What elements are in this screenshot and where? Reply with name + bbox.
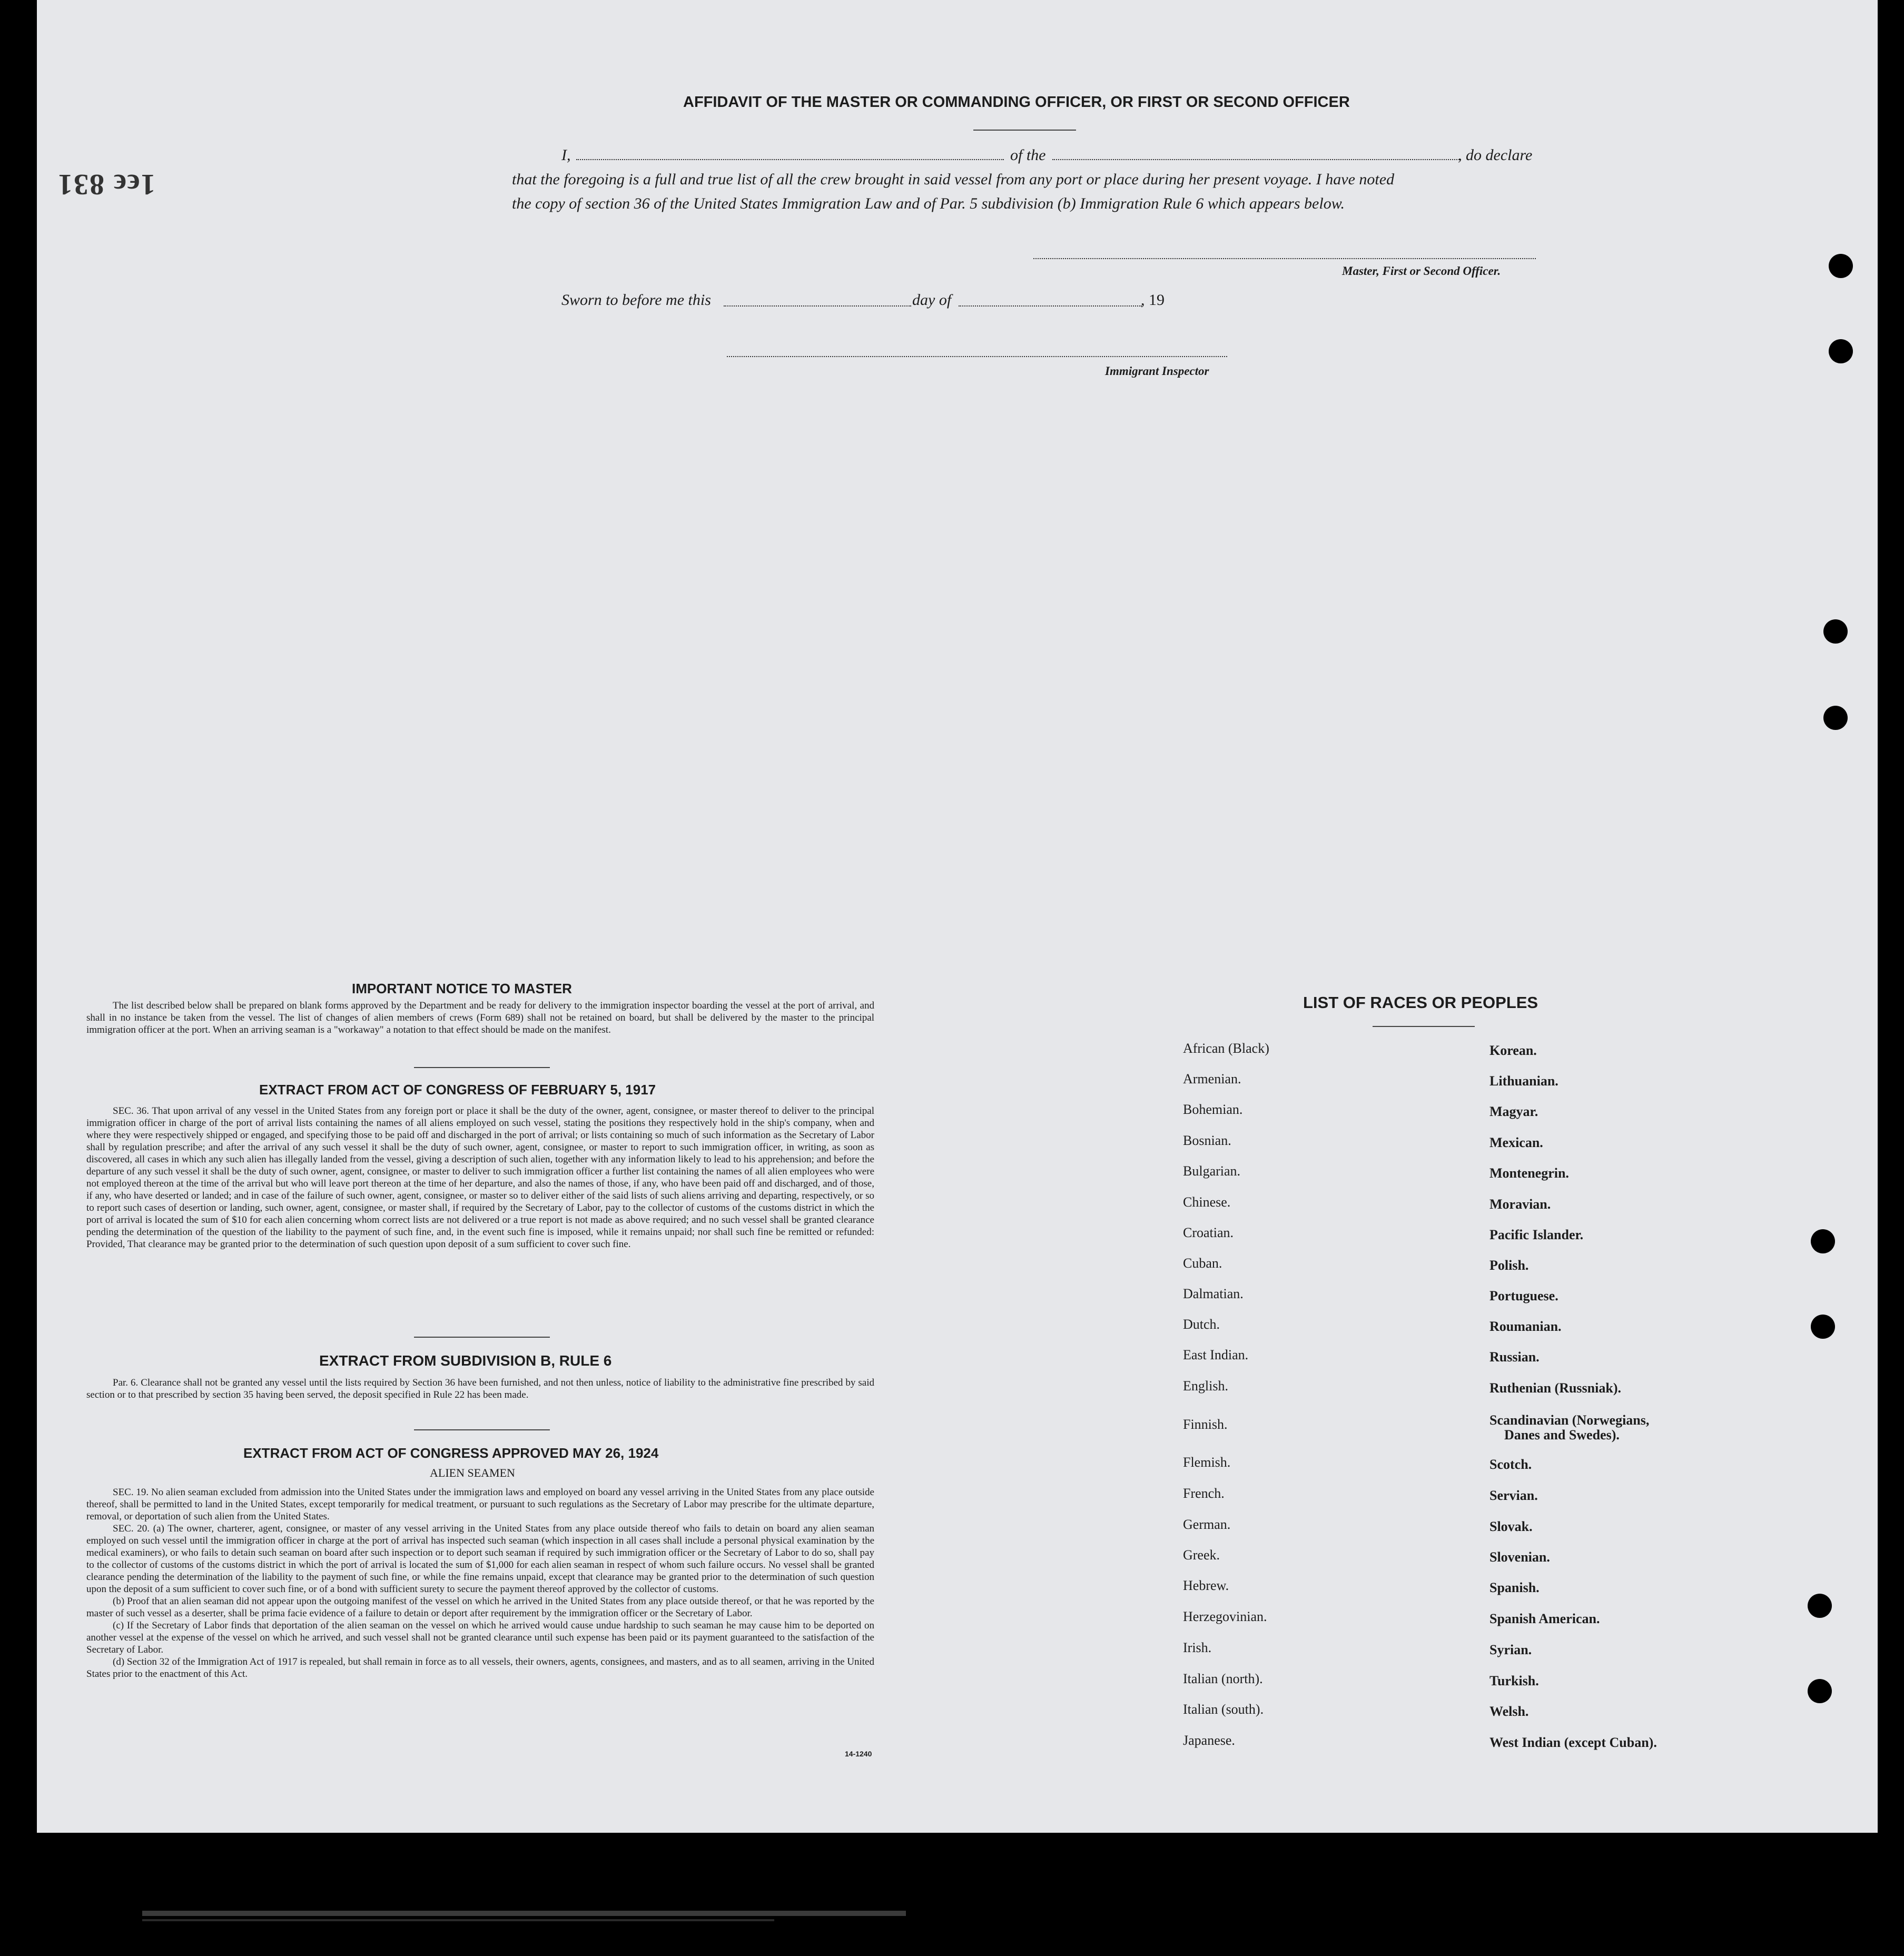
race-left-item: Hebrew. — [1183, 1578, 1229, 1593]
race-right-item: Spanish. — [1489, 1580, 1540, 1595]
race-right-item: West Indian (except Cuban). — [1489, 1735, 1657, 1750]
sec-20b-text: (b) Proof that an alien seaman did not appear upon the outgoing manifest of the vessel on which he arrived in the United States from any place outside thereof, or that he was reported by the master of such vessel as a deserter, shall be prima facie evidence of a failure to detain or deport after requirement by the immigration officer or the Secretary of Labor. — [86, 1596, 874, 1619]
film-edge-stripe — [142, 1911, 906, 1916]
race-right-item: Pacific Islander. — [1489, 1227, 1584, 1242]
declarant-label: I, — [561, 146, 571, 164]
sec-20c-text: (c) If the Secretary of Labor finds that deportation of the alien seaman on the vessel on which he arrived would cause undue hardship to such seaman he may cause him to be deported on another vessel at the expense of the vessel on which he arrived, and such vessel shall not be granted clearance until such expense has been paid or its payment guaranteed to the satisfaction of the Secretary of Labor. — [86, 1620, 874, 1655]
par-6-text: Par. 6. Clearance shall not be granted any vessel until the lists required by Section 36 have been furnished, and not then unless, notice of liability to the administrative fine prescribed by said section or to that prescribed by section 35 having been served, the deposit specified in Rule 22 has been made. — [86, 1377, 874, 1400]
sworn-day-field[interactable] — [724, 305, 911, 307]
day-of-label: day of — [912, 291, 952, 309]
punch-hole — [1823, 619, 1848, 644]
alien-seamen-subtitle: ALIEN SEAMEN — [430, 1466, 515, 1479]
race-right-item: Polish. — [1489, 1258, 1529, 1273]
sworn-label: Sworn to before me this — [561, 291, 711, 309]
notice-title: IMPORTANT NOTICE TO MASTER — [352, 981, 572, 996]
rule6-title: EXTRACT FROM SUBDIVISION B, RULE 6 — [319, 1352, 612, 1369]
race-right-item: Korean. — [1489, 1043, 1537, 1058]
race-left-item: Chinese. — [1183, 1194, 1231, 1210]
race-right-item: Servian. — [1489, 1488, 1538, 1503]
race-left-item: Dutch. — [1183, 1317, 1220, 1332]
extract-1917-title: EXTRACT FROM ACT OF CONGRESS OF FEBRUARY 5, 1917 — [259, 1082, 656, 1098]
race-left-item: Armenian. — [1183, 1071, 1241, 1086]
race-right-item: Slovak. — [1489, 1519, 1533, 1534]
sworn-month-field[interactable] — [959, 305, 1142, 307]
sec-19-text: SEC. 19. No alien seaman excluded from admission into the United States under the immigration laws and employed on board any vessel arriving in the United States from any place outside thereof, shall be permitted to land in the United States, except temporarily for medical treatment, or pursuant to such regulations as the Secretary of Labor may prescribe for the ultimate departure, removal, or deportation of such alien from the United States. — [86, 1487, 874, 1522]
punch-hole — [1808, 1679, 1832, 1703]
race-right-item: Russian. — [1489, 1349, 1540, 1365]
do-declare-label: , do declare — [1458, 146, 1533, 164]
race-right-item: Magyar. — [1489, 1104, 1538, 1119]
race-right-item: Mexican. — [1489, 1135, 1543, 1150]
punch-hole — [1829, 339, 1853, 363]
punch-hole — [1811, 1229, 1835, 1253]
race-left-item: Italian (south). — [1183, 1702, 1264, 1717]
race-right-item: Ruthenian (Russniak). — [1489, 1380, 1621, 1396]
race-left-item: Greek. — [1183, 1547, 1220, 1563]
extract-1924-title: EXTRACT FROM ACT OF CONGRESS APPROVED MAY 26, 1924 — [243, 1445, 659, 1461]
race-left-item: Herzegovinian. — [1183, 1609, 1267, 1624]
inspector-signature-field[interactable] — [727, 356, 1227, 357]
race-right-item: Syrian. — [1489, 1642, 1532, 1657]
vessel-of-label: of the — [1010, 146, 1046, 164]
race-right-item: Montenegrin. — [1489, 1165, 1569, 1181]
race-left-item: Bosnian. — [1183, 1133, 1231, 1148]
sec-20a-text: SEC. 20. (a) The owner, charterer, agent, consignee, or master of any vessel arriving in the United States from any place outside thereof who fails to detain on board any alien seaman employed on such vessel until the immigration officer in charge at the port of arrival has inspected such seaman (which inspection in all cases shall include a personal physical examination by the medical examiners), or who fails to detain such seaman on board after such inspection or to deport such seaman if required by such immigration officer or the Secretary of Labor to do so, shall pay to the collector of customs of the customs district in which the port of arrival is located the sum of $1,000 for each alien seaman in respect of whom such failure occurs. No vessel shall be granted clearance pending the determination of the liability to the payment of such fine, or while the fine remains unpaid, except that clearance may be granted prior to the determination of such question upon the deposit of a sum sufficient to cover such fine, or of a bond with sufficient surety to secure the payment thereof approved by the collector of customs. — [86, 1523, 874, 1595]
race-left-item: Irish. — [1183, 1640, 1212, 1655]
race-left-item: Bulgarian. — [1183, 1163, 1241, 1179]
race-right-item: Moravian. — [1489, 1197, 1551, 1212]
race-left-item: English. — [1183, 1378, 1228, 1394]
races-title: LIST OF RACES OR PEOPLES — [1303, 993, 1538, 1012]
vessel-name-field[interactable] — [1052, 159, 1461, 160]
race-left-item: Bohemian. — [1183, 1102, 1243, 1117]
race-right-item: Roumanian. — [1489, 1319, 1562, 1334]
extract-1917-body — [86, 1105, 874, 1250]
race-left-item: Croatian. — [1183, 1225, 1234, 1240]
notice-divider — [414, 1067, 550, 1068]
film-edge-stripe — [142, 1919, 774, 1921]
inspector-caption: Immigrant Inspector — [1105, 364, 1209, 378]
race-left-item: German. — [1183, 1517, 1231, 1532]
race-right-item: Turkish. — [1489, 1673, 1539, 1688]
race-left-item: Cuban. — [1183, 1256, 1222, 1271]
declaration-line-2: that the foregoing is a full and true list of all the crew brought in said vessel from any port or place during her present voyage. I have noted — [512, 171, 1395, 188]
punch-hole — [1811, 1315, 1835, 1339]
officer-signature-caption: Master, First or Second Officer. — [1342, 264, 1501, 278]
race-right-item: Danes and Swedes). — [1504, 1427, 1620, 1443]
race-left-item: African (Black) — [1183, 1041, 1269, 1056]
race-right-item: Lithuanian. — [1489, 1073, 1558, 1089]
extract-1924-body — [86, 1486, 874, 1680]
race-left-item: Flemish. — [1183, 1455, 1231, 1470]
declaration-line-3: the copy of section 36 of the United States Immigration Law and of Par. 5 subdivision (b) Immigration Rule 6 which appears below. — [512, 195, 1345, 212]
punch-hole — [1823, 706, 1848, 730]
race-right-item: Slovenian. — [1489, 1549, 1550, 1565]
year-label: , 19 — [1141, 291, 1165, 309]
race-right-item: Spanish American. — [1489, 1611, 1600, 1626]
punch-hole — [1829, 254, 1853, 278]
rule6-divider — [414, 1429, 550, 1430]
race-left-item: Japanese. — [1183, 1733, 1235, 1748]
race-left-item: French. — [1183, 1486, 1225, 1501]
notice-text: The list described below shall be prepared on blank forms approved by the Department and be ready for delivery to the immigration inspector boarding the vessel at the port of arrival, and shall in no instance be taken from the vessel. The list of changes of alien members of crews (Form 689) shall not be retained on board, but shall be delivered by the master to the principal immigration officer at the port. When an arriving seaman is a "workaway" a notation to that effect should be made on the manifest. — [86, 1000, 874, 1035]
race-right-item: Scotch. — [1489, 1457, 1532, 1472]
rule6-body — [86, 1377, 874, 1401]
notice-body — [86, 1000, 874, 1036]
race-left-item: East Indian. — [1183, 1347, 1249, 1362]
affidavit-title: AFFIDAVIT OF THE MASTER OR COMMANDING OFFICER, OR FIRST OR SECOND OFFICER — [683, 94, 1350, 111]
races-divider — [1373, 1026, 1475, 1027]
punch-hole — [1808, 1594, 1832, 1618]
race-right-item: Welsh. — [1489, 1704, 1529, 1719]
declarant-name-field[interactable] — [576, 159, 1004, 160]
race-left-item: Finnish. — [1183, 1417, 1228, 1432]
race-right-item: Portuguese. — [1489, 1288, 1558, 1303]
officer-signature-field[interactable] — [1033, 258, 1536, 259]
race-right-item: Scandinavian (Norwegians, — [1489, 1412, 1650, 1428]
form-number: 14-1240 — [845, 1750, 872, 1758]
extract-1917-divider — [414, 1337, 550, 1338]
sec-20d-text: (d) Section 32 of the Immigration Act of 1917 is repealed, but shall remain in force as to all vessels, their owners, agents, consignees, and masters, and as to all seamen, arriving in the United States prior to the enactment of this Act. — [86, 1656, 874, 1680]
race-left-item: Italian (north). — [1183, 1671, 1263, 1686]
sec-36-text: SEC. 36. That upon arrival of any vessel in the United States from any foreign port or place it shall be the duty of the owner, agent, consignee, or master thereof to deliver to the principal immigration officer in charge of the port of arrival lists containing the names of all aliens employed on such vessel, stating the positions they respectively hold in the ship's company, when and where they were respectively shipped or engaged, and specifying those to be paid off and discharged in the port of arrival; or lists containing so much of such information as the Secretary of Labor shall by regulation prescribe; and after the arrival of any such vessel it shall be the duty of such owner, agent, consignee, or master to report to such immigration officer, in writing, as soon as discovered, all cases in which any such alien has illegally landed from the vessel, giving a description of such alien, together with any information likely to lead to his apprehension; and before the departure of any such vessel it shall be the duty of such owner, agent, consignee, or master to deliver to such immigration officer a further list containing the names of all alien employees who were not employed thereon at the time of the arrival but who will leave port thereon at the time of her departure, and also the names of those, if any, who have been paid off and discharged, and of those, if any, who have deserted or landed; and in case of the failure of such owner, agent, consignee, or master so to deliver either of the said lists of such aliens arriving and departing, respectively, or so to report such cases of desertion or landing, such owner, agent, consignee, or master shall, if required by the Secretary of Labor, pay to the collector of customs of the customs district in which the port of arrival is located the sum of $10 for each alien concerning whom correct lists are not delivered or a true report is not made as above required; and no such vessel shall be granted clearance pending the determination of the question of the liability to the payment of such fine, and, in the event such fine is imposed, while it remains unpaid; nor shall such fine be remitted or refunded: Provided, That clearance may be granted prior to the determination of such question upon deposit of a sum sufficient to cover such fine. — [86, 1105, 874, 1250]
race-left-item: Dalmatian. — [1183, 1286, 1244, 1301]
title-underline — [973, 130, 1076, 131]
margin-stamp-number: 1ϵϵ 831 — [57, 168, 156, 201]
